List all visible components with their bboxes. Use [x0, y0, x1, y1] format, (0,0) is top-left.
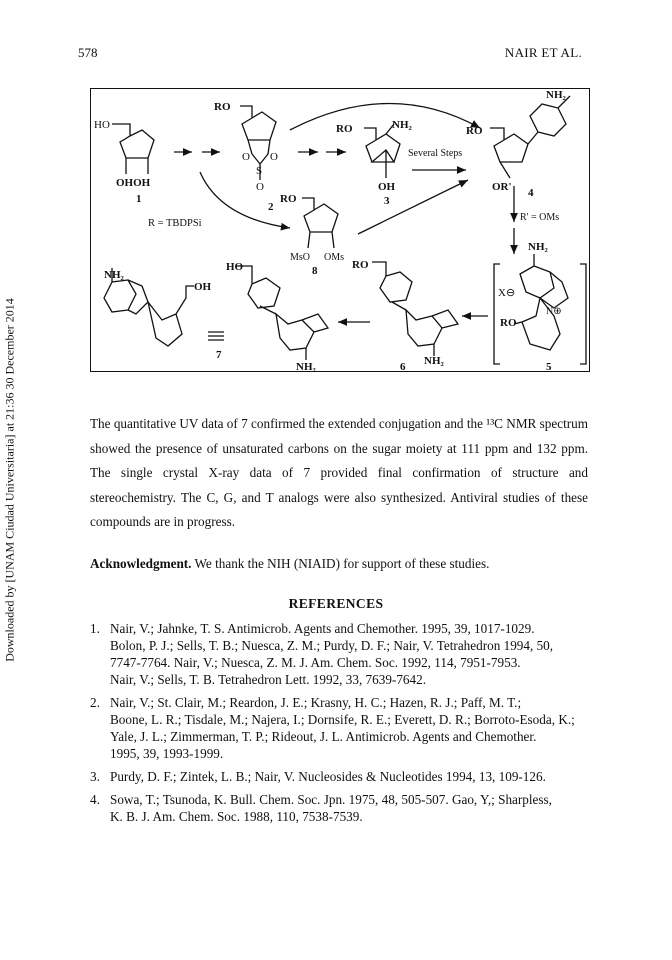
label-o-2a: O [242, 151, 250, 163]
label-ho-ene: HO [226, 261, 244, 273]
compound-number-3: 3 [384, 195, 390, 207]
compound-number-6: 6 [400, 361, 406, 372]
reference-3 [90, 768, 590, 785]
compound-3-ring [364, 124, 400, 178]
label-ro-8: RO [280, 193, 297, 205]
reference-number: 1. [90, 621, 100, 636]
compound-7-sugar [148, 286, 194, 346]
compound-ene-base [276, 314, 328, 360]
label-ro-6: RO [352, 259, 369, 271]
compound-ene-sugar [236, 266, 280, 314]
label-oh-3: OH [378, 181, 396, 193]
acknowledgment [90, 552, 588, 577]
label-or-prime-4: OR' [492, 181, 512, 193]
acknowledgment-text: We thank the NIH (NIAID) for support of these studies. [194, 556, 490, 571]
download-note: Downloaded by [UNAM Ciudad Universitaria] at 21:36 30 December 2014 [2, 298, 17, 662]
label-oh-7: OH [194, 281, 212, 293]
arrow-8-to-4 [358, 180, 468, 234]
compound-number-1: 1 [136, 193, 142, 205]
label-nh2-6: NH₂ [424, 355, 444, 367]
reference-1 [90, 620, 590, 688]
compound-5-structure [514, 254, 568, 350]
label-x-minus: X⊖ [498, 287, 516, 299]
label-o-2b: O [270, 151, 278, 163]
reference-line: Nair, V.; Sells, T. B. Tetrahedron Lett. 1992, 33, 7639-7642. [110, 672, 426, 687]
reference-line: K. B. J. Am. Chem. Soc. 1988, 110, 7538-7539. [110, 809, 363, 824]
running-head: NAIR ET AL. [504, 45, 582, 60]
reference-line: Sowa, T.; Tsunoda, K. Bull. Chem. Soc. Jpn. 1975, 48, 505-507. Gao, Y,; Sharpless, [110, 792, 552, 807]
label-nh2-3: NH₂ [392, 119, 412, 131]
label-ro-2: RO [214, 101, 231, 113]
reaction-scheme [90, 88, 590, 372]
download-note-container [0, 298, 20, 662]
compound-5-bracket [494, 264, 586, 364]
reference-4 [90, 791, 590, 825]
page-number: 578 [78, 45, 98, 60]
label-nh2-5: NH₂ [528, 241, 548, 253]
reference-number: 3. [90, 769, 100, 784]
references-heading: REFERENCES [288, 596, 384, 611]
label-nh2-7: NH₂ [104, 269, 124, 281]
label-ro-3: RO [336, 123, 353, 135]
references-list [90, 620, 590, 831]
reference-line: Purdy, D. F.; Zintek, L. B.; Nair, V. Nucleosides & Nucleotides 1994, 13, 109-126. [110, 769, 546, 784]
label-ho-1: HO [94, 119, 110, 131]
label-ro-5: RO [500, 317, 517, 329]
acknowledgment-label: Acknowledgment. [90, 556, 192, 571]
label-several-steps: Several Steps [408, 148, 463, 159]
label-mso-8: MsO [290, 252, 311, 263]
compound-number-5: 5 [546, 361, 552, 372]
compound-1-subst [126, 158, 148, 174]
label-n-plus: N⊕ [546, 306, 562, 317]
reference-line: Yale, J. L.; Zimmerman, T. P.; Rideout, J. L. Antimicrob. Agents and Chemother. [110, 729, 537, 744]
label-nh2-ene: NH₂ [296, 361, 316, 372]
reference-line: 7747-7764. Nair, V.; Nuesca, Z. M. J. Am. Chem. Soc. 1992, 114, 7951-7953. [110, 655, 521, 670]
reference-2 [90, 694, 590, 762]
label-oms-8: OMs [324, 252, 345, 263]
compound-4-ring [490, 128, 538, 178]
reference-line: 1995, 39, 1993-1999. [110, 746, 224, 761]
label-r-prime-def: R' = OMs [520, 212, 560, 223]
label-o-2c: O [256, 181, 264, 193]
arrow-curve-top [290, 103, 480, 130]
compound-1-ring [112, 124, 154, 158]
label-ohoh-1: OHOH [116, 177, 151, 189]
compound-7-equiv [208, 332, 224, 340]
reference-line: Nair, V.; St. Clair, M.; Reardon, J. E.; Krasny, H. C.; Hazen, R. J.; Paff, M. T.; [110, 695, 522, 710]
compound-6-base [406, 310, 458, 356]
compound-number-7: 7 [216, 349, 222, 361]
label-s-2: S [256, 165, 263, 177]
reference-line: Nair, V.; Jahnke, T. S. Antimicrob. Agents and Chemother. 1995, 39, 1017-1029. [110, 621, 535, 636]
compound-number-8: 8 [312, 265, 318, 277]
label-r-def: R = TBDPSi [148, 218, 202, 229]
reference-line: Boone, L. R.; Tisdale, M.; Najera, I.; Dornsife, R. E.; Everett, D. R.; Borroto-Esoda, K.; [110, 712, 575, 727]
arrow-2-to-8 [200, 172, 290, 228]
compound-number-2: 2 [268, 201, 274, 213]
compound-6-sugar [372, 262, 412, 310]
reference-number: 2. [90, 695, 100, 710]
compound-8-ring [302, 198, 338, 248]
label-nh2-4: NH₂ [546, 89, 566, 101]
body-paragraph: The quantitative UV data of 7 confirmed the extended conjugation and the ¹³C NMR spectrum showed the presence of unsaturated carbons on the sugar moiety at 111 ppm and 132 ppm. The single crystal X-ray data of 7 provided final confirmation of structure and stereochemistry. The C, G, and T analogs were also synthesized. Antiviral studies of these compounds are in progress. [90, 416, 588, 529]
label-ro-4: RO [466, 125, 483, 137]
reference-number: 4. [90, 792, 100, 807]
compound-2-ring [240, 106, 276, 140]
compound-number-4: 4 [528, 187, 534, 199]
compound-4-base [530, 96, 570, 136]
reference-line: Bolon, P. J.; Sells, T. B.; Nuesca, Z. M.; Purdy, D. F.; Nair, V. Tetrahedron 1994, 50, [110, 638, 554, 653]
